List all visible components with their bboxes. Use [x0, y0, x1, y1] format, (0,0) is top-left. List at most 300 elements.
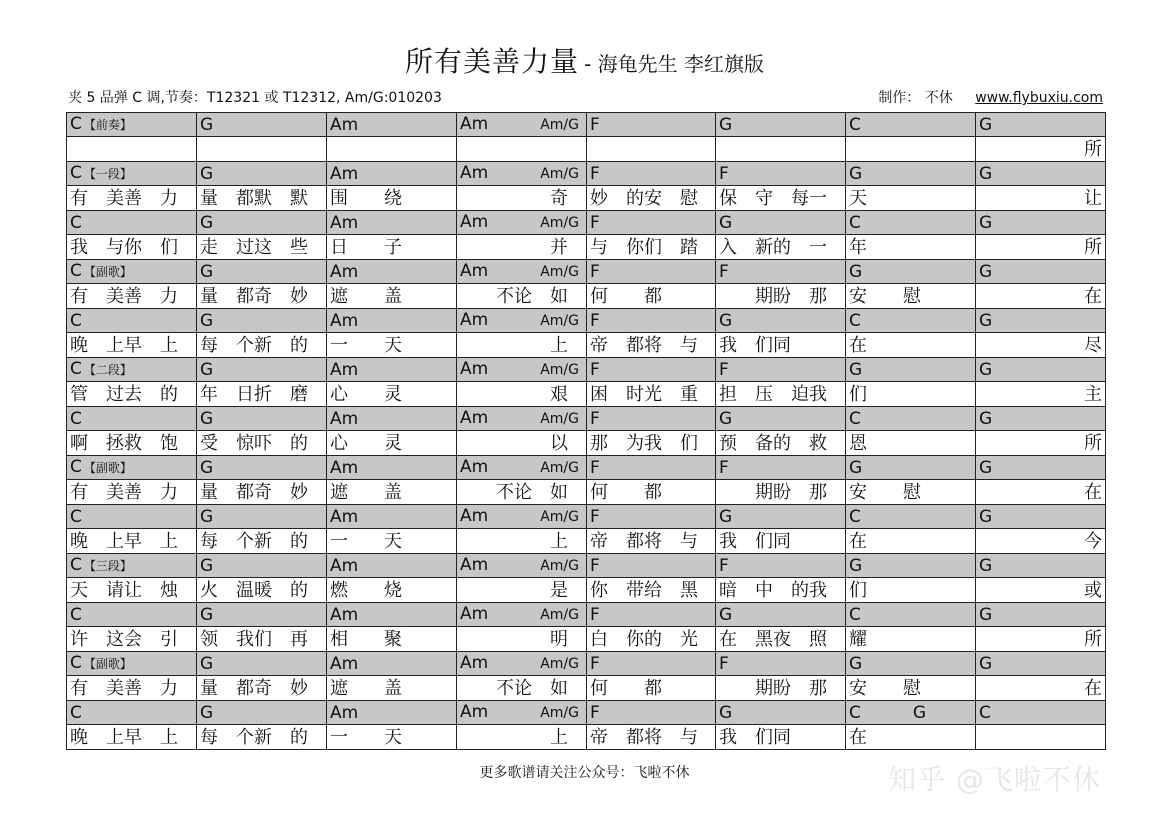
- chord-cell: [846, 309, 976, 333]
- lyric-cell: [457, 627, 587, 652]
- chord-cell: [327, 309, 457, 333]
- lyric-text: 上: [460, 334, 568, 356]
- chord-name: G: [979, 555, 993, 576]
- chord-name: C: [849, 310, 861, 331]
- chord-name: G: [200, 261, 214, 282]
- lyric-text: 安 慰: [849, 481, 921, 503]
- chord-name: Am: [460, 408, 489, 428]
- chord-name: C: [70, 212, 82, 233]
- lyric-cell: [716, 529, 846, 554]
- chord-name: C: [70, 359, 82, 379]
- lyric-cell: [67, 284, 197, 309]
- chord-row: [67, 260, 1106, 284]
- lyric-cell: [457, 676, 587, 701]
- lyric-text: 遮 盖: [330, 481, 402, 503]
- chord-name: C: [849, 702, 861, 723]
- lyric-text: 帝 都将 与: [590, 530, 698, 552]
- lyric-cell: [327, 235, 457, 260]
- lyric-row: [67, 627, 1106, 652]
- chord-cell: [197, 603, 327, 627]
- lyric-cell: [327, 137, 457, 162]
- chord-cell: [457, 701, 587, 725]
- chord-name: F: [590, 359, 600, 380]
- lyric-cell: [846, 186, 976, 211]
- chord-name: G: [200, 653, 214, 674]
- lyric-text: 期盼 那: [719, 285, 827, 307]
- lyric-cell: [587, 627, 716, 652]
- chord-name-secondary: Am/G: [540, 705, 579, 721]
- website-link[interactable]: www.flybuxiu.com: [975, 90, 1103, 106]
- lyric-text: 预 备的 救: [719, 432, 827, 454]
- lyric-cell: [976, 284, 1106, 309]
- lyric-cell: [457, 284, 587, 309]
- lyric-text: 围 绕: [330, 187, 402, 209]
- chord-row: [67, 358, 1106, 382]
- chord-name: G: [979, 163, 993, 184]
- lyric-text: 日 子: [330, 236, 402, 258]
- chord-cell: [716, 309, 846, 333]
- lyric-text: 尽: [1084, 334, 1102, 356]
- chord-name: Am: [460, 163, 489, 183]
- chord-row: [67, 456, 1106, 480]
- chord-cell: [976, 358, 1106, 382]
- chord-name: C: [70, 310, 82, 331]
- lyric-cell: [846, 627, 976, 652]
- chord-cell: [716, 652, 846, 676]
- chord-name: Am: [330, 653, 359, 674]
- lyric-cell: [976, 186, 1106, 211]
- chord-name: Am: [460, 457, 489, 477]
- chord-name: C: [70, 653, 82, 673]
- chord-name: F: [590, 212, 600, 233]
- chord-cell: [587, 309, 716, 333]
- lyric-text: 所: [1084, 432, 1102, 454]
- chord-cell: [327, 554, 457, 578]
- lyric-cell: [716, 235, 846, 260]
- chord-name: C: [849, 212, 861, 233]
- chord-name: F: [590, 702, 600, 723]
- lyric-text: 心 灵: [330, 432, 402, 454]
- lyric-cell: [976, 725, 1106, 750]
- chord-name: Am: [330, 408, 359, 429]
- chord-name: Am: [460, 702, 489, 722]
- chord-name: F: [590, 555, 600, 576]
- lyric-cell: [716, 578, 846, 603]
- chord-cell: [587, 505, 716, 529]
- lyric-cell: [587, 431, 716, 456]
- lyric-cell: [846, 676, 976, 701]
- lyric-cell: [716, 725, 846, 750]
- chord-cell: [457, 260, 587, 284]
- song-title: 所有美善力量: [404, 45, 579, 78]
- lyric-cell: [457, 529, 587, 554]
- lyric-cell: [197, 578, 327, 603]
- chord-cell: [716, 162, 846, 186]
- lyric-cell: [716, 676, 846, 701]
- chord-name: C: [70, 702, 82, 723]
- chord-cell: [197, 701, 327, 725]
- lyric-text: 主: [1084, 383, 1102, 405]
- chord-name: C: [70, 506, 82, 527]
- lyric-row: [67, 382, 1106, 407]
- chord-cell: [457, 652, 587, 676]
- chord-cell: [587, 603, 716, 627]
- lyric-text: 一 天: [330, 334, 402, 356]
- chord-cell: [716, 113, 846, 137]
- chord-cell: [587, 652, 716, 676]
- lyric-text: 受 惊吓 的: [200, 432, 308, 454]
- chord-cell: [716, 358, 846, 382]
- chord-name: G: [979, 212, 993, 233]
- section-tag: 【副歌】: [83, 265, 132, 279]
- chord-row: [67, 211, 1106, 235]
- chord-cell: [327, 113, 457, 137]
- lyric-cell: [457, 186, 587, 211]
- chord-name: G: [200, 702, 214, 723]
- chord-name: G: [979, 310, 993, 331]
- lyric-cell: [846, 431, 976, 456]
- chord-name: F: [590, 457, 600, 478]
- lyric-row: [67, 284, 1106, 309]
- section-tag: 【二段】: [83, 363, 132, 377]
- chord-name: F: [590, 310, 600, 331]
- chord-cell: [846, 162, 976, 186]
- lyric-text: 啊 拯救 饱: [70, 432, 178, 454]
- lyric-cell: [197, 725, 327, 750]
- lyric-text: 我 们同: [719, 334, 791, 356]
- chord-cell: [976, 505, 1106, 529]
- chord-name: Am: [330, 457, 359, 478]
- section-tag: 【副歌】: [83, 461, 132, 475]
- lyric-cell: [67, 578, 197, 603]
- lyric-text: 年: [849, 236, 867, 258]
- lyric-cell: [587, 725, 716, 750]
- chord-name: C: [70, 604, 82, 625]
- chord-cell: [67, 456, 197, 480]
- lyric-text: 在: [1084, 481, 1102, 503]
- lyric-text: 们: [849, 579, 867, 601]
- lyric-cell: [846, 333, 976, 358]
- chord-row: [67, 652, 1106, 676]
- chord-name-secondary: Am/G: [540, 411, 579, 427]
- lyric-text: 天: [849, 187, 867, 209]
- lyric-text: 白 你的 光: [590, 628, 698, 650]
- lyric-cell: [587, 480, 716, 505]
- lyric-cell: [846, 137, 976, 162]
- chord-name: F: [590, 261, 600, 282]
- chord-name: G: [200, 506, 214, 527]
- chord-name: F: [719, 261, 729, 282]
- lyric-cell: [587, 284, 716, 309]
- lyric-cell: [327, 186, 457, 211]
- lyric-cell: [457, 480, 587, 505]
- chord-cell: [327, 652, 457, 676]
- lyric-text: 上: [460, 726, 568, 748]
- lyric-cell: [67, 333, 197, 358]
- chord-cell: [327, 162, 457, 186]
- lyric-text: 耀: [849, 628, 867, 650]
- lyric-text: 不论 如: [460, 285, 568, 307]
- lyric-cell: [197, 529, 327, 554]
- lyric-cell: [197, 137, 327, 162]
- chord-name-secondary: Am/G: [540, 509, 579, 525]
- lyric-cell: [716, 627, 846, 652]
- chord-cell: [976, 701, 1106, 725]
- chord-name: G: [200, 310, 214, 331]
- lyric-text: 何 都: [590, 481, 662, 503]
- chord-name: G: [979, 261, 993, 282]
- chord-sheet-table: [66, 112, 1106, 750]
- chord-name: C: [70, 261, 82, 281]
- chord-name: Am: [460, 506, 489, 526]
- chord-name: G: [719, 702, 733, 723]
- chord-name: C: [849, 114, 861, 135]
- lyric-text: 量 都默 默: [200, 187, 308, 209]
- lyric-text: 明: [460, 628, 568, 650]
- chord-cell: [976, 260, 1106, 284]
- lyric-text: 困 时光 重: [590, 383, 698, 405]
- lyric-cell: [67, 137, 197, 162]
- chord-cell: [67, 652, 197, 676]
- lyric-cell: [846, 235, 976, 260]
- lyric-text: 们: [849, 383, 867, 405]
- chord-name-secondary: Am/G: [540, 166, 579, 182]
- lyric-text: 有 美善 力: [70, 285, 178, 307]
- chord-name: Am: [330, 261, 359, 282]
- lyric-cell: [976, 235, 1106, 260]
- lyric-cell: [846, 480, 976, 505]
- lyric-cell: [197, 480, 327, 505]
- footer-note: 更多歌谱请关注公众号：飞啦不休: [479, 765, 690, 781]
- lyric-text: 在: [849, 334, 867, 356]
- lyric-cell: [197, 186, 327, 211]
- chord-name: F: [590, 408, 600, 429]
- chord-name: F: [719, 163, 729, 184]
- lyric-cell: [846, 382, 976, 407]
- chord-row: [67, 407, 1106, 431]
- lyric-text: 所: [1084, 138, 1102, 160]
- lyric-text: 以: [460, 432, 568, 454]
- lyric-cell: [67, 382, 197, 407]
- chord-cell: [67, 162, 197, 186]
- chord-cell: [67, 407, 197, 431]
- lyric-cell: [716, 137, 846, 162]
- lyric-cell: [197, 284, 327, 309]
- lyric-cell: [327, 627, 457, 652]
- chord-name: G: [719, 604, 733, 625]
- chord-name: C: [70, 555, 82, 575]
- chord-cell: [457, 309, 587, 333]
- lyric-text: 是: [460, 579, 568, 601]
- lyric-text: 我 们同: [719, 726, 791, 748]
- chord-cell: [327, 260, 457, 284]
- chord-name-secondary: Am/G: [540, 264, 579, 280]
- chord-cell: [716, 407, 846, 431]
- chord-name: Am: [330, 310, 359, 331]
- lyric-cell: [976, 480, 1106, 505]
- lyric-text: 量 都奇 妙: [200, 481, 308, 503]
- chord-cell: [976, 162, 1106, 186]
- lyric-cell: [197, 431, 327, 456]
- lyric-text: 何 都: [590, 677, 662, 699]
- lyric-text: 遮 盖: [330, 677, 402, 699]
- chord-cell: [716, 211, 846, 235]
- lyric-cell: [976, 529, 1106, 554]
- chord-name-secondary: Am/G: [540, 558, 579, 574]
- lyric-cell: [716, 382, 846, 407]
- lyric-cell: [587, 529, 716, 554]
- lyric-row: [67, 529, 1106, 554]
- chord-cell: [587, 701, 716, 725]
- lyric-cell: [67, 186, 197, 211]
- chord-name-secondary: Am/G: [540, 313, 579, 329]
- chord-name: Am: [460, 555, 489, 575]
- capo-rhythm-info: 夹 5 品弹 C 调,节奏：T12321 或 T12312, Am/G:010203: [68, 90, 442, 106]
- chord-cell: [67, 113, 197, 137]
- chord-name: G: [849, 163, 863, 184]
- chord-cell: [197, 211, 327, 235]
- chord-row: [67, 554, 1106, 578]
- lyric-cell: [716, 186, 846, 211]
- chord-name: F: [590, 506, 600, 527]
- lyric-text: 有 美善 力: [70, 677, 178, 699]
- lyric-cell: [457, 431, 587, 456]
- chord-cell: [197, 358, 327, 382]
- lyric-cell: [197, 627, 327, 652]
- chord-cell: [327, 358, 457, 382]
- lyric-row: [67, 431, 1106, 456]
- lyric-cell: [327, 578, 457, 603]
- lyric-cell: [327, 725, 457, 750]
- chord-cell: [846, 260, 976, 284]
- lyric-text: 量 都奇 妙: [200, 285, 308, 307]
- lyric-text: 遮 盖: [330, 285, 402, 307]
- chord-name: F: [590, 604, 600, 625]
- chord-cell: [197, 505, 327, 529]
- lyric-cell: [457, 137, 587, 162]
- lyric-cell: [716, 480, 846, 505]
- chord-cell: [976, 652, 1106, 676]
- chord-name: C: [70, 408, 82, 429]
- chord-name: G: [200, 457, 214, 478]
- chord-cell: [716, 701, 846, 725]
- chord-cell: [716, 603, 846, 627]
- chord-cell: [327, 505, 457, 529]
- chord-cell: [846, 113, 976, 137]
- lyric-cell: [327, 284, 457, 309]
- chord-cell: [976, 113, 1106, 137]
- chord-name: G: [979, 506, 993, 527]
- chord-name: G: [719, 506, 733, 527]
- lyric-cell: [457, 235, 587, 260]
- chord-cell: [846, 505, 976, 529]
- song-subtitle: - 海龟先生 李红旗版: [584, 52, 765, 76]
- chord-name: C: [979, 702, 991, 723]
- chord-name-secondary: Am/G: [540, 607, 579, 623]
- chord-cell: [197, 260, 327, 284]
- chord-name: Am: [460, 604, 489, 624]
- song-title-block: [0, 40, 1169, 80]
- chord-name: G: [979, 408, 993, 429]
- lyric-text: 奇: [460, 187, 568, 209]
- lyric-cell: [846, 529, 976, 554]
- chord-name: C: [70, 114, 82, 134]
- chord-row: [67, 162, 1106, 186]
- chord-name: G: [719, 114, 733, 135]
- chord-name: Am: [330, 212, 359, 233]
- chord-name: F: [719, 359, 729, 380]
- lyric-cell: [327, 333, 457, 358]
- chord-name: G: [200, 604, 214, 625]
- chord-name: G: [719, 310, 733, 331]
- chord-name: G: [200, 555, 214, 576]
- lyric-text: 晚 上早 上: [70, 334, 178, 356]
- lyric-text: 不论 如: [460, 481, 568, 503]
- chord-name-secondary: Am/G: [540, 460, 579, 476]
- chord-name: Am: [460, 114, 489, 134]
- lyric-text: 我 与你 们: [70, 236, 178, 258]
- chord-cell: [716, 505, 846, 529]
- lyric-cell: [197, 333, 327, 358]
- chord-cell: [587, 162, 716, 186]
- chord-row: [67, 113, 1106, 137]
- chord-name-secondary: Am/G: [540, 656, 579, 672]
- lyric-text: 我 们同: [719, 530, 791, 552]
- chord-name: G: [200, 408, 214, 429]
- chord-cell: [457, 554, 587, 578]
- chord-name: F: [719, 653, 729, 674]
- lyric-text: 燃 烧: [330, 579, 402, 601]
- chord-name: Am: [330, 506, 359, 527]
- chord-name: Am: [460, 359, 489, 379]
- chord-cell: [587, 113, 716, 137]
- chord-cell: [587, 211, 716, 235]
- chord-cell: [67, 701, 197, 725]
- chord-cell: [587, 407, 716, 431]
- chord-cell: [976, 407, 1106, 431]
- chord-name: Am: [460, 310, 489, 330]
- chord-name: Am: [330, 359, 359, 380]
- chord-name: G: [849, 261, 863, 282]
- lyric-text: 在: [1084, 677, 1102, 699]
- lyric-text: 入 新的 一: [719, 236, 827, 258]
- lyric-cell: [67, 480, 197, 505]
- chord-cell: [846, 652, 976, 676]
- chord-name-secondary: Am/G: [540, 215, 579, 231]
- lyric-cell: [67, 529, 197, 554]
- chord-name: G: [200, 212, 214, 233]
- lyric-text: 何 都: [590, 285, 662, 307]
- lyric-cell: [327, 480, 457, 505]
- chord-cell: [846, 456, 976, 480]
- chord-name: G: [849, 653, 863, 674]
- lyric-text: 今: [1084, 530, 1102, 552]
- lyric-row: [67, 186, 1106, 211]
- lyric-text: 与 你们 踏: [590, 236, 698, 258]
- chord-cell: [67, 505, 197, 529]
- lyric-text: 许 这会 引: [70, 628, 178, 650]
- chord-cell: [327, 407, 457, 431]
- lyric-cell: [67, 627, 197, 652]
- chord-name: Am: [330, 604, 359, 625]
- chord-name: Am: [460, 212, 489, 232]
- chord-name: C: [849, 408, 861, 429]
- chord-cell: [457, 358, 587, 382]
- chord-name: Am: [460, 261, 489, 281]
- lyric-cell: [457, 725, 587, 750]
- lyric-text: 一 天: [330, 530, 402, 552]
- lyric-text: 管 过去 的: [70, 383, 178, 405]
